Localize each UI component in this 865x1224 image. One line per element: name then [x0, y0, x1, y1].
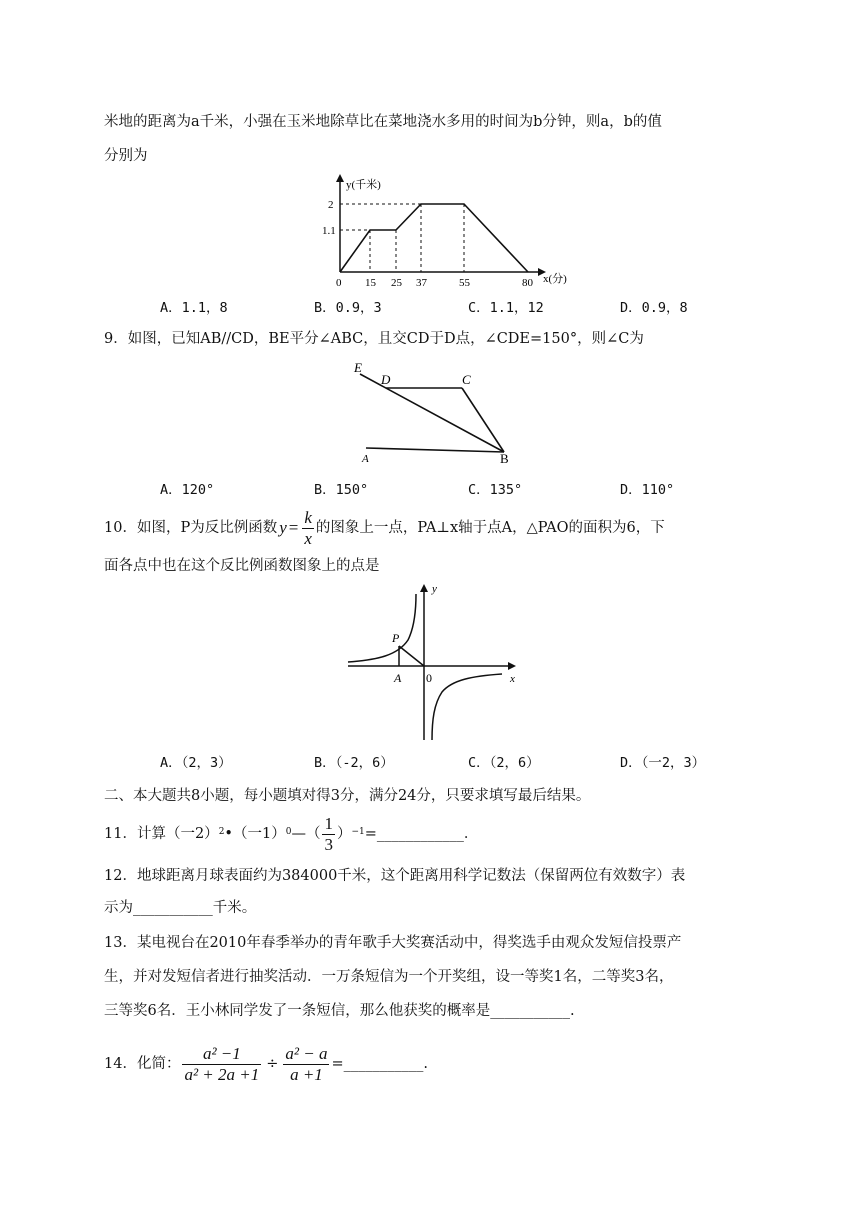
q10-label-o: 0: [426, 671, 432, 685]
q11-fraction-den: 3: [324, 834, 333, 854]
q9-label-e: E: [354, 360, 362, 375]
q10-hyperbola-figure: [342, 580, 524, 745]
q11-expression: [104, 812, 478, 856]
q9-option-b: B．150°: [314, 482, 369, 498]
q13-line3: 三等奖6名．王小林同学发了一条短信，那么他获奖的概率是___________.: [104, 1003, 575, 1019]
q10-func-eq: =: [288, 518, 299, 537]
q10-option-a: A．（2，3）: [160, 755, 232, 771]
q8-option-d: D．0.9，8: [620, 300, 688, 316]
q11-fraction-num: 1: [324, 813, 333, 833]
q10-label-p: P: [392, 631, 400, 645]
q14-fraction2-den: a +1: [290, 1064, 323, 1084]
q10-label-y: y: [432, 583, 437, 595]
q13-line1: 13．某电视台在2010年春季举办的青年歌手大奖赛活动中，得奖选手由观众发短信投票产: [104, 935, 682, 951]
q8-x-tick: 55: [459, 277, 470, 289]
q11-exp1: 2: [218, 827, 225, 837]
q11-mid3: ）: [336, 826, 352, 842]
q10-fraction-num: k: [304, 507, 312, 527]
q9-stem: 9．如图，已知AB//CD，BE平分∠ABC，且交CD于D点，∠CDE=150°，则∠C为: [104, 331, 644, 347]
section-2-heading: 二、本大题共8小题，每小题填对得3分，满分24分，只要求填写最后结果。: [104, 788, 591, 804]
q8-option-c: C．1.1，12: [468, 300, 544, 316]
q11-exp2: 0: [285, 827, 292, 837]
q9-label-b: B: [500, 451, 509, 466]
q14-fraction1-den: a² + 2a +1: [184, 1064, 260, 1084]
q12-line1: 12．地球距离月球表面约为384000千米，这个距离用科学记数法（保留两位有效数字）表: [104, 868, 686, 884]
q8-x-tick: 80: [522, 277, 533, 289]
q10-option-c: C．（2，6）: [468, 755, 540, 771]
q9-geometry-figure: [346, 360, 526, 468]
q10-func-y: y: [279, 518, 287, 537]
q10-fraction: [302, 508, 314, 549]
q11-mid2: —（: [291, 826, 321, 842]
q14-fraction1-num: a² −1: [182, 1044, 261, 1065]
q8-y-tick: 2: [328, 199, 334, 211]
q14-fraction2-num: a² − a: [285, 1043, 328, 1063]
q8-x-tick: 25: [391, 277, 402, 289]
q10-label-a: A: [394, 671, 402, 685]
q11-post: =____________．: [364, 826, 479, 842]
q8-origin-label: 0: [336, 277, 342, 289]
q9-option-d: D．110°: [620, 482, 675, 498]
q14-fraction2: [283, 1044, 329, 1085]
q8-stem-line2: 分别为: [104, 148, 148, 164]
q10-stem-pre: 10．如图，P为反比例函数: [104, 520, 278, 536]
q11-fraction: [322, 814, 335, 855]
q8-option-a: A．1.1，8: [160, 300, 228, 316]
q8-y-axis-label: y(千米): [346, 179, 381, 191]
q8-stem-line1: 米地的距离为a千米，小强在玉米地除草比在菜地浇水多用的时间为b分钟，则a，b的值: [104, 114, 662, 130]
q9-label-a: A: [362, 453, 369, 465]
q9-option-a: A．120°: [160, 482, 215, 498]
q10-stem-line1: [104, 506, 665, 550]
q8-option-b: B．0.9，3: [314, 300, 382, 316]
q10-option-b: B．（-2，6）: [314, 755, 394, 771]
q9-label-d: D: [381, 372, 391, 387]
q8-x-tick: 15: [365, 277, 376, 289]
q10-stem-post: 的图象上一点，PA⊥x轴于点A，△PAO的面积为6，下: [315, 520, 665, 536]
q8-y-tick: 1.1: [322, 225, 336, 237]
q14-expression: [104, 1038, 428, 1090]
q11-exp3: −1: [351, 827, 365, 837]
q9-option-c: C．135°: [468, 482, 523, 498]
q8-distance-time-graph: [316, 172, 586, 290]
q10-fraction-den: x: [304, 528, 312, 548]
q10-stem-line2: 面各点中也在这个反比例函数图象上的点是: [104, 558, 380, 574]
q8-x-tick: 37: [416, 277, 427, 289]
q14-divide: ÷: [266, 1056, 279, 1072]
q8-x-axis-label: x(分): [543, 273, 567, 285]
q10-label-x: x: [510, 673, 515, 685]
q11-pre: 11．计算（一2）: [104, 826, 219, 842]
q14-pre: 14．化简：: [104, 1056, 181, 1072]
q9-label-c: C: [462, 372, 471, 387]
q14-post: =___________.: [331, 1056, 428, 1072]
q14-fraction1: [182, 1044, 261, 1085]
q12-line2: 示为___________千米。: [104, 900, 257, 916]
q10-option-d: D．（一2，3）: [620, 755, 706, 771]
q13-line2: 生，并对发短信者进行抽奖活动．一万条短信为一个开奖组，设一等奖1名，二等奖3名，: [104, 969, 674, 985]
q11-mid1: •（一1）: [224, 826, 286, 842]
